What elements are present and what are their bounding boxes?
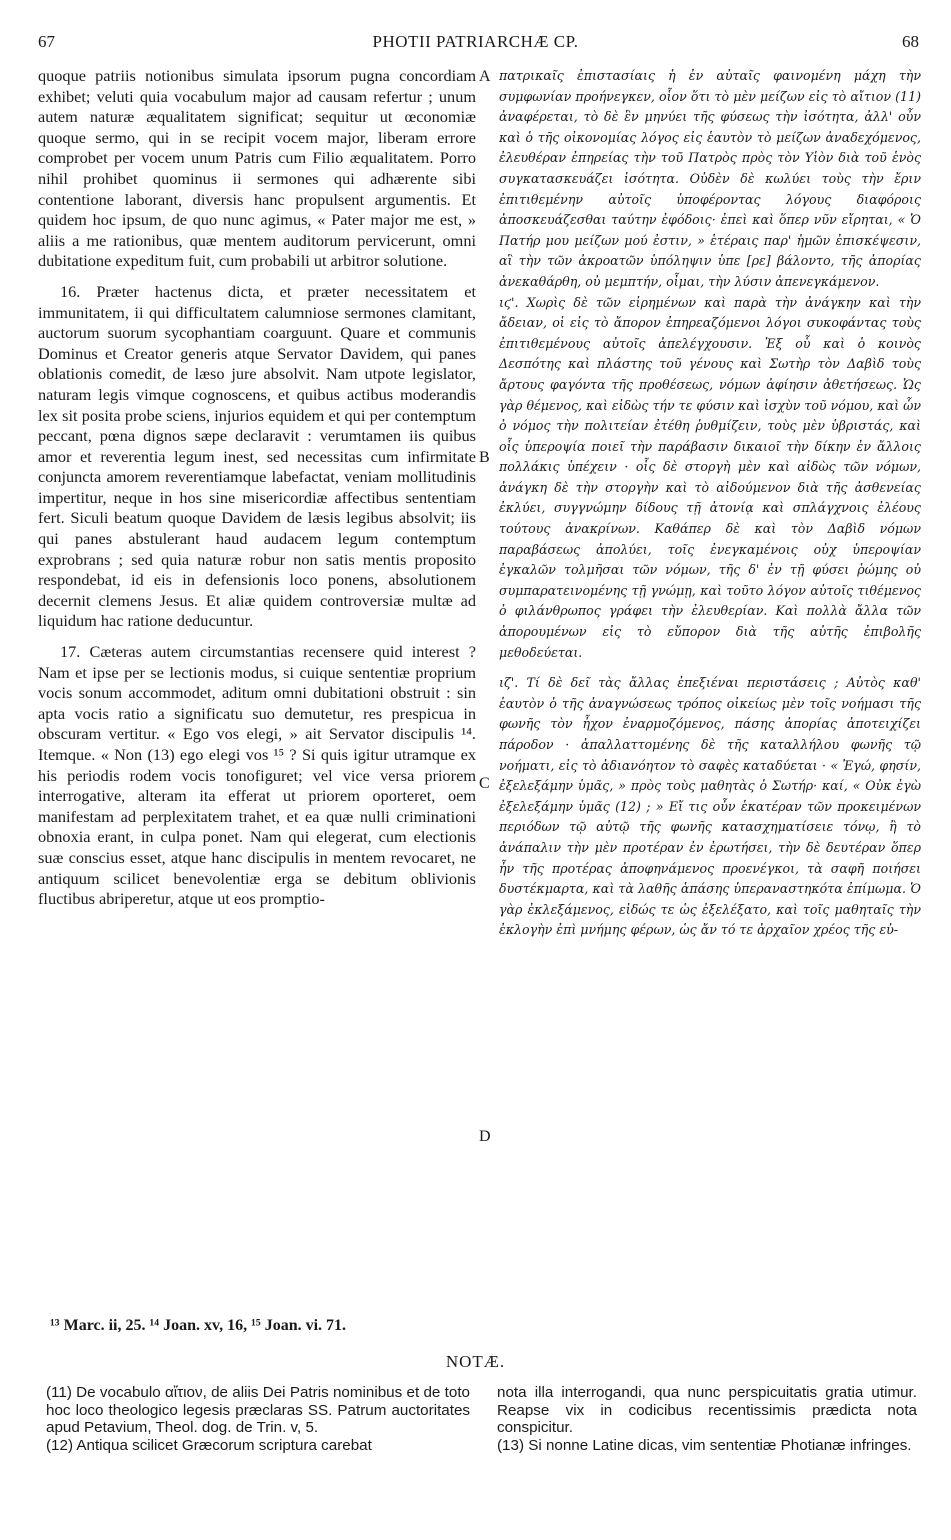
page-header (0, 32, 951, 56)
margin-letter: C (479, 775, 490, 792)
page-number-left: 67 (38, 32, 55, 51)
greek-paragraph: πατρικαῖς ἐπιστασίαις ἡ ἐν αὐταῖς φαινομένη μάχη τὴν συμφωνίαν προήνεγκεν, οἷον ὅτι τὸ μὲν μείζων εἰς τὸ αἴτιον (11) ἀναφέρεται, τὸ δὲ ἓν μηνύει τῆς φύσεως τὴν ἰσότητα, ἀλλ' οὖν καὶ ὁ τῆς οἰκονομίας λόγος εἰς ἑαυτὸν τὸ μείζων ἀναδεχόμενος, ἐλευθέραν ἐπηρείας τὴν τοῦ Πατρὸς πρὸς τὸν Υἱὸν διὰ τοῦ ἑνὸς συγκατασκευάζει ἰσότητα. Οὐδὲν δὲ κωλύει τοὺς τὴν ἔριν ἐπιτιθεμένην αὐτοῖς ὑποφέροντας λόγους διαφόροις ἀποσκευάζεσθαι ταύτην ἐφόδοις· ἐπεὶ καὶ ὅπερ νῦν εἴρηται, « Ὁ Πατήρ μου μείζων μού ἐστιν, » ἑτέραις παρ' ἡμῶν ἐπισκέψεσιν, αἳ τὴν τῶν ἀκροατῶν ὑπόληψιν ὑπε [ρε] βάλοντο, τῆς ἀπορίας ἀνεκαθάρθη, οὐ μεμπτήν, οἶμαι, τὴν λύσιν ἀπενεγκάμενον. (499, 68, 921, 289)
notes-right-column (497, 1384, 917, 1454)
latin-paragraph: quoque patriis notionibus simulata ipsorum pugna concordiam exhibet; veluti quia vocabulum major ad causam refertur ; unum autem naturæ æqualitatem significat; sequitur ut œconomiæ quoque sermo, qui in se recipit vocem major, liberam errore comprobet per vocem unum Patris cum Filio æqualitatem. Porro nihil prohibet quominus ii sermones qui adhærente sibi contentione laborant, diversis hanc propulsent argumentis. Et quidem hoc ipsum, de quo nunc agimus, « Pater major me est, » aliis a me rationibus, quæ mentem auditorum pervicerunt, omni dubitatione expeditum fuit, cum probabili ut arbitror solutione. (38, 66, 476, 271)
margin-letter: A (479, 68, 491, 85)
note-entry: nota illa interrogandi, qua nunc perspicuitatis gratia utimur. Reapse vix in codicibus recentissimis prædicta nota conspicitur. (497, 1384, 917, 1436)
greek-column (499, 66, 921, 941)
notes-heading: NOTÆ. (445, 1352, 506, 1371)
margin-letter: D (479, 1128, 491, 1145)
latin-paragraph: 16. Præter hactenus dicta, et præter necessitatem et immunitatem, ii qui difficultatem calumniose sermones clamitant, auctorum suorum sycophantiam coarguunt. Quare et communis Dominus et Creator generis atque Servator Davidem, qui panes oblationis comedit, de læso jure absolvit. Nam utpote legislator, naturam legis vimque cognoscens, et quibus actibus moderandis lex sit posita probe sciens, injurios equidem et qui per contemptum peccant, pœna dignos sæpe declaravit : verumtamen iis quibus amor et reverentia legum inest, sed necessitas cum infirmitate conjuncta amorem reverentiamque labefactat, veniam mollitudinis impertitur, neque in hos sine misericordiæ affectibus sententiam fert. Siculi beatum quoque Davidem de læsis legibus absolvit; iis qui panes abstulerant haud audacem legum contemptum exprobrans ; sed quia naturæ robur non satis mentis proposito respondebat, id eis in defensionis loco ponens, absolutionem decernit clemens Jesus. Et aliæ quidem controversiæ multæ ad liquidum hac ratione deducuntur. (38, 281, 476, 631)
footnote-references: ¹³ Marc. ii, 25. ¹⁴ Joan. xv, 16, ¹⁵ Joan. vi. 71. (50, 1317, 347, 1334)
latin-column (38, 66, 476, 910)
running-title: PHOTII PATRIARCHÆ CP. (372, 32, 579, 51)
note-entry: (11) De vocabulo αἴτιον, de aliis Dei Patris nominibus et de toto hoc loco theologico legesis præclaras SS. Patrum auctoritates apud Petavium, Theol. dog. de Trin. v, 5. (46, 1384, 470, 1436)
greek-paragraph: ιϛ'. Χωρὶς δὲ τῶν εἰρημένων καὶ παρὰ τὴν ἀνάγκην καὶ τὴν ἄδειαν, οἱ εἰς τὸ ἄπορον ἐπηρεαζόμενοι λόγοι συκοφάντας τοὺς ἐπιτιθεμένους αὐτοῖς ἀπελέγχουσιν. Ἐξ οὗ καὶ ὁ κοινὸς Δεσπότης καὶ πλάστης τοῦ γένους καὶ Σωτὴρ τὸν Δαβὶδ τοὺς ἄρτους φαγόντα τῆς προθέσεως, νόμων ἀφίησιν ἀθετήσεως. Ὡς γὰρ θέμενος, καὶ εἰδὼς τήν τε φύσιν καὶ ἰσχὺν τοῦ νόμου, καὶ ὧν ὁ νόμος τὴν πολιτείαν ἐτέθη ῥυθμίζειν, τοὺς μὲν ὑβριστάς, καὶ οἷς ὑπεροψία ποιεῖ τὴν παράβασιν δικαιοῖ τὴν δίκην ἐν ἄλλοις πολλάκις ὑπέχειν · οἷς δὲ στοργὴ μὲν καὶ αἰδὼς τῶν νόμων, ἀνάγκη δὲ τὴν στοργὴν καὶ τὸ αἰδούμενον διὰ τῆς ἀσθενείας ἐκλύει, συγγνώμην δίδους τῇ ἀτονίᾳ καὶ σπλάγχνοις ἐλέους τούτους ἀνακρίνων. Καθάπερ δὲ καὶ τὸν Δαβὶδ νόμων παραβάσεως ἀπολύει, τοῖς ἐνεγκαμένοις οὐχ ὑπεροψίαν ἐγκαλῶν τολμῆσαι τῶν νόμων, τῆς δ' ἐν τῇ φύσει ῥώμης οὐ συμπαρατεινομένης τῇ γνώμῃ, καὶ τοῦτο λόγον αὐτοῖς τιθέμενος ὁ φιλάνθρωπος γράφει τὴν ἐλευθερίαν. Καὶ πολλὰ ἄλλα τῶν ἀπορουμένων εἰς τὸ εὔπορον διὰ τῆς αὐτῆς ἐπιβολῆς μεθοδεύεται. (499, 294, 921, 660)
notes-left-column (46, 1384, 470, 1454)
note-entry: (13) Si nonne Latine dicas, vim sententiæ Photianæ infringes. (497, 1436, 912, 1454)
note-entry: (12) Antiqua scilicet Græcorum scriptura carebat (46, 1436, 372, 1454)
greek-paragraph: ιζ'. Τί δὲ δεῖ τὰς ἄλλας ἐπεξιέναι περιστάσεις ; Αὐτὸς καθ' ἑαυτὸν ὁ τῆς ἀναγνώσεως τρόπος οἰκείως μὲν τοῖς νοήμασι τῆς φωνῆς τὸν ἦχον ἐναρμοζόμενος, πάσης ἀπορίας ἀποτειχίζει πάροδον · ἀπαλλαττομένης δὲ τῆς καταλλήλου φωνῆς τῷ νοήματι, εἰς τὸ ἀδιανόητον τὸ σαφὲς καταδύεται · « Ἐγώ, φησίν, ἐξελεξάμην ὑμᾶς, » πρὸς τοὺς μαθητὰς ὁ Σωτήρ· καί, « Οὐκ ἐγὼ ἐξελεξάμην ὑμᾶς (12) ; » Εἴ τις οὖν ἑκατέραν τῶν προκειμένων περιόδων τῷ αὐτῷ τῆς φωνῆς κατασχηματίσειε τόνῳ, ἢ τὸ ἀνάπαλιν τὴν μὲν προτέραν ἐν ἐρωτήσει, τὴν δὲ δευτέραν ὅπερ ἦν τῆς προτέρας ἀποφηνάμενος προενέγκοι, τὰ σαφῆ ποιήσει δυστέκμαρτα, καὶ τὰ λαθῆς ἁπάσης ὑπεραναστηκότα ἐπίμωμα. Ὁ γὰρ ἐκλεξάμενος, εἰδώς τε ὡς ἐξελέξατο, καὶ τοῖς μαθηταῖς τὴν ἐκλογὴν ἐπὶ μνήμης φέρων, ὡς ἄν τό τε ἀρχαῖον χρέος τῆς εὐ- (499, 675, 921, 938)
page-number-right: 68 (902, 32, 919, 51)
latin-paragraph: 17. Cæteras autem circumstantias recensere quid interest ? Nam et ipse per se lectionis modus, si cuique sententiæ proprium vocis sonum accommodet, aditum omni dubitationi obstruit : sin apta vocis ratio a significatu suo demutetur, res prespicua in obscuram vertitur. « Ego vos elegi, » ait Servator discipulis ¹⁴. Itemque. « Non (13) ego elegi vos ¹⁵ ? Si quis igitur utramque ex his periodis rodem vocis tonofiguret; vel vice versa priorem interrogative, alteram ita efferat ut priorem oporteret, oem manifestam ad perplexitatem trahet, et ea quæ nulli criminationi obnoxia erant, in culpa ponet. Nam qui elegerat, cum electionis suæ conscius esset, atque hanc discipulis in mentem revocaret, ne antiquum scilicet benevolentiæ erga se debitum oblivionis fluctibus abriperetur, atque ut eos promptio- (38, 642, 476, 909)
margin-letter: B (479, 449, 490, 466)
